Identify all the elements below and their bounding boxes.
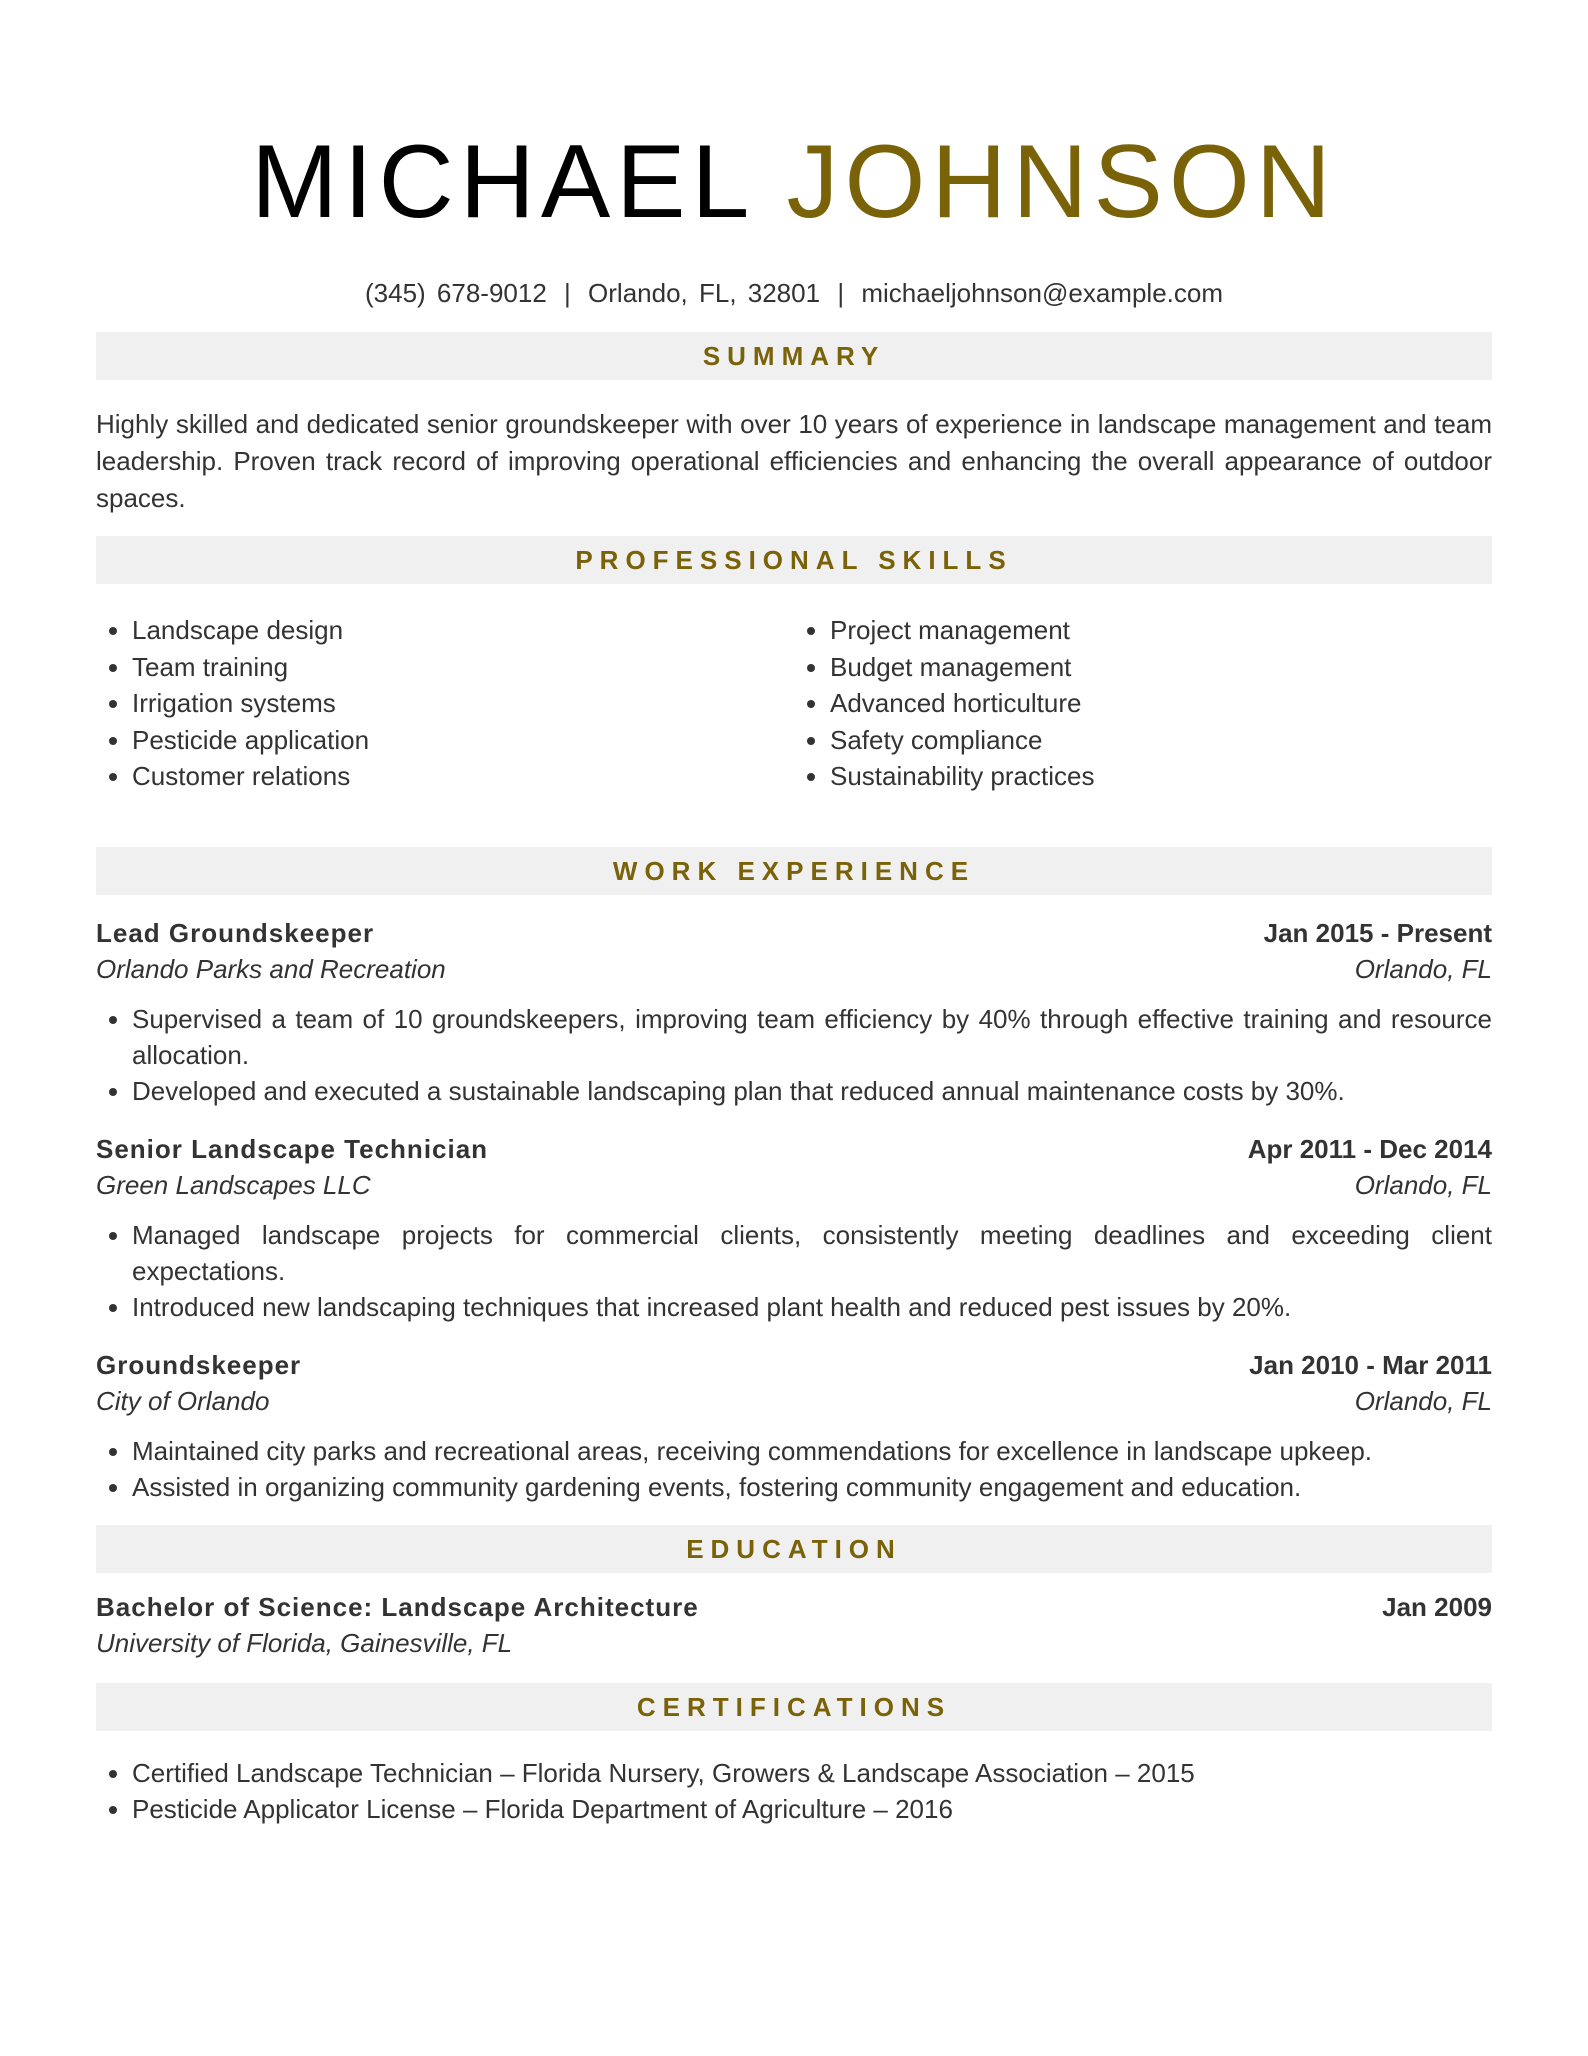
candidate-name (96, 0, 1492, 242)
cert-item: • Pesticide Applicator License – Florida Department of Agriculture – 2016 (132, 1791, 1492, 1827)
contact-line (96, 276, 1492, 310)
job-header (96, 915, 1492, 951)
skill-item: • Customer relations (132, 758, 794, 795)
job-subheader (96, 1383, 1492, 1419)
job-bullets (96, 1433, 1492, 1505)
contact-separator: | (564, 278, 571, 308)
job-bullet: • Maintained city parks and recreational areas, receiving commendations for excellence in landscape upkeep. (132, 1433, 1492, 1469)
first-name: MICHAEL (251, 124, 752, 240)
job-header (96, 1131, 1492, 1167)
skill-item: • Budget management (830, 649, 1492, 686)
job-entry (96, 915, 1492, 1109)
job-subheader (96, 951, 1492, 987)
section-header-summary: SUMMARY (96, 332, 1492, 380)
skill-item: • Advanced horticulture (830, 685, 1492, 722)
location: Orlando, FL, 32801 (588, 278, 821, 308)
job-company: Orlando Parks and Recreation (96, 953, 446, 984)
job-location: Orlando, FL (1354, 953, 1492, 984)
job-dates: Jan 2015 - Present (1263, 917, 1492, 948)
skill-item: • Project management (830, 612, 1492, 649)
job-bullets (96, 1217, 1492, 1325)
section-header-education: EDUCATION (96, 1525, 1492, 1573)
job-entry (96, 1131, 1492, 1325)
job-title: Groundskeeper (96, 1349, 302, 1380)
skill-item: • Safety compliance (830, 722, 1492, 759)
skill-item: • Team training (132, 649, 794, 686)
skill-item: • Landscape design (132, 612, 794, 649)
job-bullet: • Managed landscape projects for commercial clients, consistently meeting deadlines and exceeding client expectations. (132, 1217, 1492, 1289)
education-date: Jan 2009 (1382, 1591, 1492, 1622)
last-name: JOHNSON (786, 124, 1337, 240)
degree: Bachelor of Science: Landscape Architecture (96, 1591, 699, 1622)
job-dates: Apr 2011 - Dec 2014 (1247, 1133, 1492, 1164)
job-header (96, 1347, 1492, 1383)
section-header-experience: WORK EXPERIENCE (96, 847, 1492, 895)
phone: (345) 678-9012 (364, 278, 547, 308)
job-bullet: • Developed and executed a sustainable landscaping plan that reduced annual maintenance costs by 30%. (132, 1073, 1492, 1109)
education-header (96, 1589, 1492, 1625)
section-header-skills: PROFESSIONAL SKILLS (96, 536, 1492, 584)
job-dates: Jan 2010 - Mar 2011 (1249, 1349, 1492, 1380)
job-subheader (96, 1167, 1492, 1203)
contact-separator: | (837, 278, 845, 308)
school: University of Florida, Gainesville, FL (96, 1627, 513, 1658)
cert-item: • Certified Landscape Technician – Florida Nursery, Growers & Landscape Association – 2015 (132, 1755, 1492, 1791)
education-subheader (96, 1625, 1492, 1661)
job-location: Orlando, FL (1354, 1169, 1492, 1200)
job-company: City of Orlando (96, 1385, 270, 1416)
job-bullet: • Introduced new landscaping techniques that increased plant health and reduced pest issues by 20%. (132, 1289, 1492, 1325)
certifications-list (96, 1755, 1492, 1827)
job-bullet: • Supervised a team of 10 groundskeepers, improving team efficiency by 40% through effective training and resource allocation. (132, 1001, 1492, 1073)
job-title: Lead Groundskeeper (96, 917, 375, 948)
skill-item: • Sustainability practices (830, 758, 1492, 795)
skills-column-left (96, 612, 794, 795)
job-entry (96, 1347, 1492, 1505)
education-entry (96, 1589, 1492, 1661)
job-title: Senior Landscape Technician (96, 1133, 489, 1164)
section-header-certifications: CERTIFICATIONS (96, 1683, 1492, 1731)
job-bullets (96, 1001, 1492, 1109)
summary-text: Highly skilled and dedicated senior groundskeeper with over 10 years of experience in landscape management and team leadership. Proven track record of improving operational efficiencies and enhancing the overall appearance of outdoor spaces. (96, 409, 1492, 513)
skill-item: • Irrigation systems (132, 685, 794, 722)
email-link[interactable]: michaeljohnson@example.com (861, 278, 1223, 308)
job-location: Orlando, FL (1354, 1385, 1492, 1416)
skill-item: • Pesticide application (132, 722, 794, 759)
job-company: Green Landscapes LLC (96, 1169, 371, 1200)
job-bullet: • Assisted in organizing community gardening events, fostering community engagement and education. (132, 1469, 1492, 1505)
cert-bullets (96, 1755, 1492, 1827)
skills-list (96, 612, 1492, 795)
skills-column-right (794, 612, 1492, 795)
